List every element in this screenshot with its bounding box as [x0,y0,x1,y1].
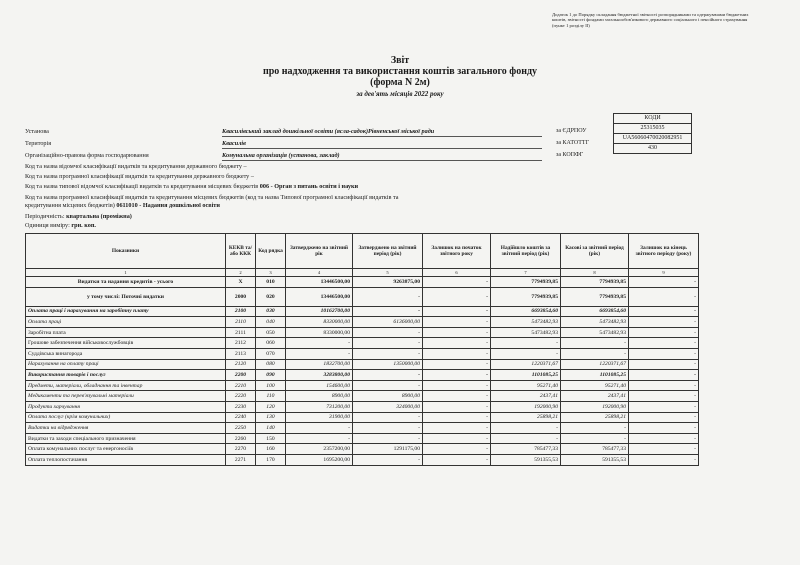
row-kekv: 2110 [226,317,256,328]
row-code: 100 [256,380,286,391]
institution-value: Квасилівський заклад дошкільної освіти (ясла-садок)Рівненської міської ради [222,128,435,135]
row-name: Нарахування на оплату праці [26,359,226,370]
row-balance-start: - [423,423,491,434]
row-kekv: 2000 [226,287,256,306]
table-row [26,454,699,465]
row-name: Оплата послуг (крім комунальних) [26,412,226,423]
row-approved-year: - [286,433,353,444]
unit-of-measure [25,222,96,229]
legal-form-label: Організаційно-правова форма господарювання [25,152,149,159]
table-row [26,380,699,391]
row-approved-year: 731200,00 [286,401,353,412]
row-balance-end: - [629,327,699,338]
row-code: 110 [256,391,286,402]
row-kekv: 2220 [226,391,256,402]
row-approved-year: 10162700,00 [286,306,353,317]
col-header: КЕКВ та/або ККК [226,234,256,269]
row-balance-start: - [423,327,491,338]
territory-value: Квасилів [222,140,246,147]
row-balance-end: - [629,317,699,328]
table-row [26,327,699,338]
row-name: Видатки та надання кредитів - усього [26,277,226,288]
row-cash-spent: - [561,338,629,349]
row-name: Оплата теплопостачання [26,454,226,465]
row-approved-year: 2357200,00 [286,444,353,455]
row-received: 5473482,93 [491,327,561,338]
row-code: 130 [256,412,286,423]
row-cash-spent: 7794939,85 [561,287,629,306]
row-code: 060 [256,338,286,349]
col-number: 6 [423,269,491,277]
unit-label: Одиниця виміру: [25,222,72,229]
periodicity [25,213,132,220]
row-name: Заробітна плата [26,327,226,338]
row-received: 192000,90 [491,401,561,412]
row-name: Медикаменти та перев'язувальні матеріали [26,391,226,402]
col-number: 2 [226,269,256,277]
row-approved-period: - [353,338,423,349]
col-header: Залишок на кінець звітного періоду (року) [629,234,699,269]
row-name: Оплата комунальних послуг та енергоносіїв [26,444,226,455]
row-code: 030 [256,306,286,317]
col-number: 9 [629,269,699,277]
codes-header: КОДИ [613,113,692,124]
row-balance-start: - [423,454,491,465]
row-balance-end: - [629,423,699,434]
row-cash-spent: 1220371,67 [561,359,629,370]
periodicity-value: квартальна (проміжна) [66,213,132,220]
row-received: - [491,433,561,444]
row-cash-spent: 2437,41 [561,391,629,402]
col-number: 5 [353,269,423,277]
territory-underline [222,148,542,149]
row-received: 7794939,85 [491,287,561,306]
col-header: Залишок на початок звітного року [423,234,491,269]
local-program-label: кредитування місцевих бюджетів) [25,202,117,209]
row-name: Видатки на відрядження [26,423,226,434]
table-row [26,306,699,317]
col-header: Код рядка [256,234,286,269]
row-received: 95271,40 [491,380,561,391]
row-approved-year: - [286,348,353,359]
row-approved-period: - [353,454,423,465]
col-number: 1 [26,269,226,277]
row-received: 25898,21 [491,412,561,423]
row-balance-start: - [423,391,491,402]
row-kekv: 2113 [226,348,256,359]
periodicity-label: Періодичність: [25,213,67,220]
row-name: Оплата праці [26,317,226,328]
row-approved-year: 31900,00 [286,412,353,423]
row-code: 090 [256,370,286,381]
funds-table [25,233,699,466]
row-approved-year: 13446500,00 [286,287,353,306]
row-received: 1220371,67 [491,359,561,370]
row-approved-period: - [353,370,423,381]
row-cash-spent: 192000,90 [561,401,629,412]
table-header-row [26,234,699,269]
kopfg-code: 430 [613,144,692,154]
kopfg-label: за КОПФГ [556,152,584,158]
row-balance-end: - [629,444,699,455]
row-received: - [491,423,561,434]
row-kekv: 2210 [226,380,256,391]
table-row [26,317,699,328]
row-kekv: 2230 [226,401,256,412]
row-name: Використання товарів і послуг [26,370,226,381]
row-balance-end: - [629,338,699,349]
row-balance-end: - [629,348,699,359]
row-balance-start: - [423,401,491,412]
col-number: 8 [561,269,629,277]
row-kekv: 2240 [226,412,256,423]
row-kekv: 2250 [226,423,256,434]
row-cash-spent: - [561,348,629,359]
row-approved-year: 1832700,00 [286,359,353,370]
col-number: 7 [491,269,561,277]
table-row [26,433,699,444]
column-numbers-row [26,269,699,277]
local-dept-classification [25,183,358,190]
row-received: 591355,53 [491,454,561,465]
territory-label: Територія [25,140,52,147]
col-header: Касові за звітний період (рік) [561,234,629,269]
row-approved-period: 6136000,00 [353,317,423,328]
col-header: Показники [26,234,226,269]
report-period: за дев'ять місяців 2022 року [356,90,444,98]
row-approved-period: - [353,327,423,338]
row-kekv: 2111 [226,327,256,338]
table-row [26,370,699,381]
row-cash-spent: 785477,33 [561,444,629,455]
legal-form-value: Комунальна організація (установа, заклад) [222,152,340,159]
col-number: 4 [286,269,353,277]
row-name: Продукти харчування [26,401,226,412]
row-approved-period: - [353,306,423,317]
row-balance-end: - [629,454,699,465]
local-dept-label: Код та назва типової відомчої класифікації видатків та кредитування місцевих бюджетів [25,183,260,190]
unit-value: грн. коп. [71,222,96,229]
row-kekv: Х [226,277,256,288]
table-row [26,401,699,412]
row-cash-spent: 5473482,93 [561,317,629,328]
row-code: 070 [256,348,286,359]
row-kekv: 2260 [226,433,256,444]
col-header: Затверджено на звітний рік [286,234,353,269]
row-cash-spent: 591355,53 [561,454,629,465]
row-received: - [491,348,561,359]
katottg-code: UA56060470020082951 [613,134,692,144]
edrpou-code: 25315035 [613,124,692,134]
table-row [26,423,699,434]
row-cash-spent: 5473482,93 [561,327,629,338]
row-cash-spent: - [561,423,629,434]
state-dept-classification: Код та назва відомчої класифікації видатків та кредитування державного бюджету – [25,163,247,170]
row-cash-spent: 1101085,25 [561,370,629,381]
row-approved-period: - [353,433,423,444]
row-approved-year: - [286,338,353,349]
row-balance-start: - [423,287,491,306]
row-name: Предмети, матеріали, обладнання та інвентар [26,380,226,391]
row-cash-spent: 7794939,85 [561,277,629,288]
state-program-classification: Код та назва програмної класифікації видатків та кредитування державного бюджету – [25,173,254,180]
row-balance-end: - [629,306,699,317]
row-received: 6693854,60 [491,306,561,317]
legal-form-underline [222,160,542,161]
table-row [26,287,699,306]
row-approved-year: - [286,423,353,434]
local-dept-value: 006 - Орган з питань освіти і науки [259,183,359,190]
row-received: - [491,338,561,349]
row-balance-end: - [629,401,699,412]
row-received: 7794939,85 [491,277,561,288]
table-row [26,338,699,349]
row-approved-period: - [353,380,423,391]
col-header: Затверджено на звітний період (рік) [353,234,423,269]
row-balance-start: - [423,306,491,317]
row-balance-start: - [423,277,491,288]
row-kekv: 2112 [226,338,256,349]
row-kekv: 2270 [226,444,256,455]
row-balance-start: - [423,412,491,423]
row-approved-year: 8900,00 [286,391,353,402]
table-row [26,412,699,423]
row-approved-year: 8330000,00 [286,327,353,338]
row-approved-year: 154600,00 [286,380,353,391]
row-balance-start: - [423,359,491,370]
row-balance-end: - [629,359,699,370]
institution-label: Установа [25,128,49,135]
row-code: 040 [256,317,286,328]
row-code: 160 [256,444,286,455]
row-approved-year: 8330000,00 [286,317,353,328]
katottg-label: за КАТОТТГ [556,140,590,146]
row-name: Видатки та заходи спеціального призначення [26,433,226,444]
local-program-value: 0611010 - Надання дошкільної освіти [116,202,220,209]
table-row [26,277,699,288]
row-name: у тому числі: Поточні видатки [26,287,226,306]
row-approved-year: 3283800,00 [286,370,353,381]
row-code: 080 [256,359,286,370]
col-header: Надійшло коштів за звітний період (рік) [491,234,561,269]
row-approved-period: - [353,287,423,306]
row-balance-end: - [629,391,699,402]
row-approved-period: 1291175,00 [353,444,423,455]
row-cash-spent: - [561,433,629,444]
row-balance-start: - [423,380,491,391]
row-code: 050 [256,327,286,338]
table-row [26,444,699,455]
row-balance-end: - [629,370,699,381]
table-row [26,359,699,370]
row-cash-spent: 6693854,60 [561,306,629,317]
row-approved-period: 9263875,00 [353,277,423,288]
row-approved-period: 324000,00 [353,401,423,412]
row-balance-end: - [629,277,699,288]
institution-underline [222,136,542,137]
row-received: 785477,33 [491,444,561,455]
row-name: Суддівська винагорода [26,348,226,359]
row-name: Грошове забезпечення військовослужбовців [26,338,226,349]
row-approved-period: - [353,348,423,359]
row-received: 1101085,25 [491,370,561,381]
row-kekv: 2100 [226,306,256,317]
row-code: 010 [256,277,286,288]
row-balance-start: - [423,444,491,455]
row-approved-period: - [353,412,423,423]
local-program-classification-cont [25,202,220,209]
report-subtitle: про надходження та використання коштів загального фонду [262,66,538,77]
row-kekv: 2271 [226,454,256,465]
row-balance-start: - [423,433,491,444]
row-balance-end: - [629,287,699,306]
report-form-number: (форма N 2м) [370,77,430,88]
row-received: 5473482,93 [491,317,561,328]
row-code: 170 [256,454,286,465]
row-approved-year: 1695200,00 [286,454,353,465]
row-code: 020 [256,287,286,306]
row-balance-start: - [423,348,491,359]
row-kekv: 2120 [226,359,256,370]
edrpou-label: за ЄДРПОУ [556,128,587,134]
local-program-classification: Код та назва програмної класифікації видатків та кредитування місцевих бюджетів (код та назва Типової програмної класифікації видатків та [25,194,399,201]
row-kekv: 2200 [226,370,256,381]
row-approved-year: 13446500,00 [286,277,353,288]
row-balance-end: - [629,380,699,391]
row-code: 120 [256,401,286,412]
col-number: 3 [256,269,286,277]
row-approved-period: - [353,423,423,434]
row-approved-period: 8900,00 [353,391,423,402]
row-approved-period: 1350000,00 [353,359,423,370]
row-balance-start: - [423,370,491,381]
row-cash-spent: 25898,21 [561,412,629,423]
row-balance-start: - [423,338,491,349]
row-name: Оплата праці і нарахування на заробітну плату [26,306,226,317]
table-row [26,348,699,359]
row-cash-spent: 95271,40 [561,380,629,391]
row-balance-start: - [423,317,491,328]
row-balance-end: - [629,433,699,444]
row-balance-end: - [629,412,699,423]
table-row [26,391,699,402]
row-code: 140 [256,423,286,434]
row-received: 2437,41 [491,391,561,402]
appendix-note: Додаток 1 до Порядку складання бюджетної звітності розпорядниками та одержувачами бюджетних коштів, звітності фондами загальнообов'язкового державного соціального і пенсійного страхування (пункт 1 розділу II) [552,12,749,28]
row-code: 150 [256,433,286,444]
report-title: Звіт [390,55,410,66]
